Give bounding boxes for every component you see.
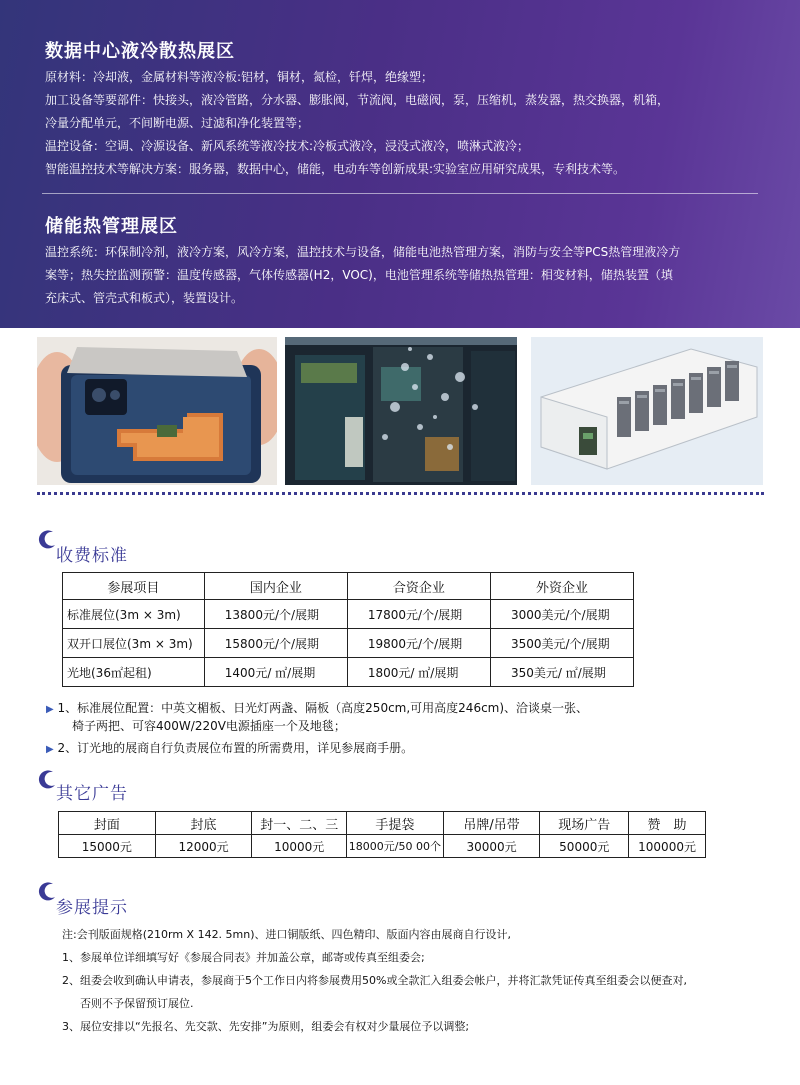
crescent-icon	[36, 528, 58, 550]
column-header: 外资企业	[490, 573, 633, 600]
tip-line: 1、参展单位详细填写好《参展合同表》并加盖公章，邮寄或传真至组委会;	[62, 951, 425, 964]
zone1-title: 数据中心液冷散热展区	[45, 41, 235, 62]
table-cell: 3500美元/个/展期	[490, 629, 633, 658]
phone-vapor-chamber-photo	[37, 337, 277, 485]
tips-title: 参展提示	[56, 898, 128, 918]
tip-line: 3、展位安排以“先报名、先交款、先安排”为原则，组委会有权对少量展位予以调整;	[62, 1020, 470, 1033]
zone2-line: 案等；热失控监测预警：温度传感器，气体传感器(H2，VOC)，电池管理系统等储热热管理：相变材料，储热装置（填	[45, 268, 673, 282]
table-cell: 30000元	[443, 835, 540, 858]
triangle-bullet-icon: ▶	[46, 704, 54, 715]
column-header: 国内企业	[204, 573, 347, 600]
table-cell: 18000元/50 00个	[347, 835, 444, 858]
note-text: 1、标准展位配置：中英文楣板、日光灯两盏、隔板（高度250cm,可用高度246cm)、洽谈桌一张、	[57, 701, 589, 715]
banner-divider	[42, 193, 758, 194]
table-row	[63, 600, 634, 629]
tip-line: 2、组委会收到确认申请表，参展商于5个工作日内将参展费用50%或全款汇入组委会帐户，并将汇款凭证传真至组委会以便查对,	[62, 974, 687, 987]
fee-table-header	[63, 573, 634, 600]
fee-table	[62, 572, 634, 687]
dotted-separator	[37, 492, 764, 495]
table-cell: 19800元/个/展期	[347, 629, 490, 658]
table-cell: 双开口展位(3m × 3m)	[63, 629, 205, 658]
column-header: 封底	[155, 812, 252, 835]
immersion-cooling-photo	[285, 337, 517, 485]
crescent-icon	[36, 880, 58, 902]
zone1-line: 温控设备：空调、冷源设备、新风系统等液冷技术:冷板式液冷，浸没式液冷，喷淋式液冷；	[45, 139, 530, 153]
energy-storage-container-photo	[531, 337, 763, 485]
table-cell: 标准展位(3m × 3m)	[63, 600, 205, 629]
column-header: 赞 助	[629, 812, 706, 835]
table-row	[63, 658, 634, 687]
column-header: 参展项目	[63, 573, 205, 600]
column-header: 封面	[59, 812, 156, 835]
crescent-icon	[36, 768, 58, 790]
table-cell: 15800元/个/展期	[204, 629, 347, 658]
ad-table-header	[59, 812, 706, 835]
zone1-line: 加工设备等要部件：快接头，液冷管路，分水器、膨胀阀，节流阀，电磁阀，泵，压缩机，蒸发器，热交换器，机箱，	[45, 93, 670, 107]
exhibition-zones-banner	[0, 0, 800, 328]
table-cell: 1800元/ ㎡/展期	[347, 658, 490, 687]
table-cell: 15000元	[59, 835, 156, 858]
table-row	[59, 835, 706, 858]
zone2-title: 储能热管理展区	[45, 216, 178, 237]
zone1-description	[45, 66, 763, 181]
zone2-line: 充床式、管壳式和板式），装置设计。	[45, 291, 244, 305]
table-cell: 13800元/个/展期	[204, 600, 347, 629]
fees-title: 收费标准	[56, 546, 128, 566]
triangle-bullet-icon: ▶	[46, 744, 54, 755]
zone2-line: 温控系统：环保制冷剂，液冷方案，风冷方案，温控技术与设备，储能电池热管理方案，消防与安全等PCS热管理液冷方	[45, 245, 681, 259]
ads-title: 其它广告	[56, 784, 128, 804]
table-cell: 50000元	[540, 835, 629, 858]
table-cell: 100000元	[629, 835, 706, 858]
column-header: 封一、二、三	[252, 812, 347, 835]
ad-price-table	[58, 811, 706, 858]
fee-note-2	[46, 738, 413, 760]
fee-note-1-cont: 椅子两把、可容400W/220V电源插座一个及地毯；	[72, 719, 346, 733]
table-cell: 350美元/ ㎡/展期	[490, 658, 633, 687]
table-row	[63, 629, 634, 658]
zone1-line: 原材料：冷却液，金属材料等液冷板:铝材，铜材，氮检，钎焊，绝缘塑；	[45, 70, 434, 84]
column-header: 吊牌/吊带	[443, 812, 540, 835]
zone1-line: 智能温控技术等解决方案：服务器，数据中心，储能，电动车等创新成果:实验室应用研究成果，专利技术等。	[45, 162, 626, 176]
zone2-description	[45, 241, 763, 310]
column-header: 现场广告	[540, 812, 629, 835]
tip-line: 否则不予保留预订展位.	[80, 997, 194, 1010]
column-header: 合资企业	[347, 573, 490, 600]
table-cell: 1400元/ ㎡/展期	[204, 658, 347, 687]
table-cell: 光地(36㎡起租)	[63, 658, 205, 687]
table-cell: 10000元	[252, 835, 347, 858]
tip-line: 注:会刊版面规格(210rm X 142. 5mn)、进口铜版纸、四色精印、版面内容由展商自行设计,	[62, 928, 512, 941]
table-cell: 17800元/个/展期	[347, 600, 490, 629]
table-cell: 3000美元/个/展期	[490, 600, 633, 629]
note-text: 2、订光地的展商自行负责展位布置的所需费用，详见参展商手册。	[57, 741, 414, 755]
zone1-line: 冷量分配单元，不间断电源、过滤和净化装置等；	[45, 116, 310, 130]
column-header: 手提袋	[347, 812, 444, 835]
table-cell: 12000元	[155, 835, 252, 858]
